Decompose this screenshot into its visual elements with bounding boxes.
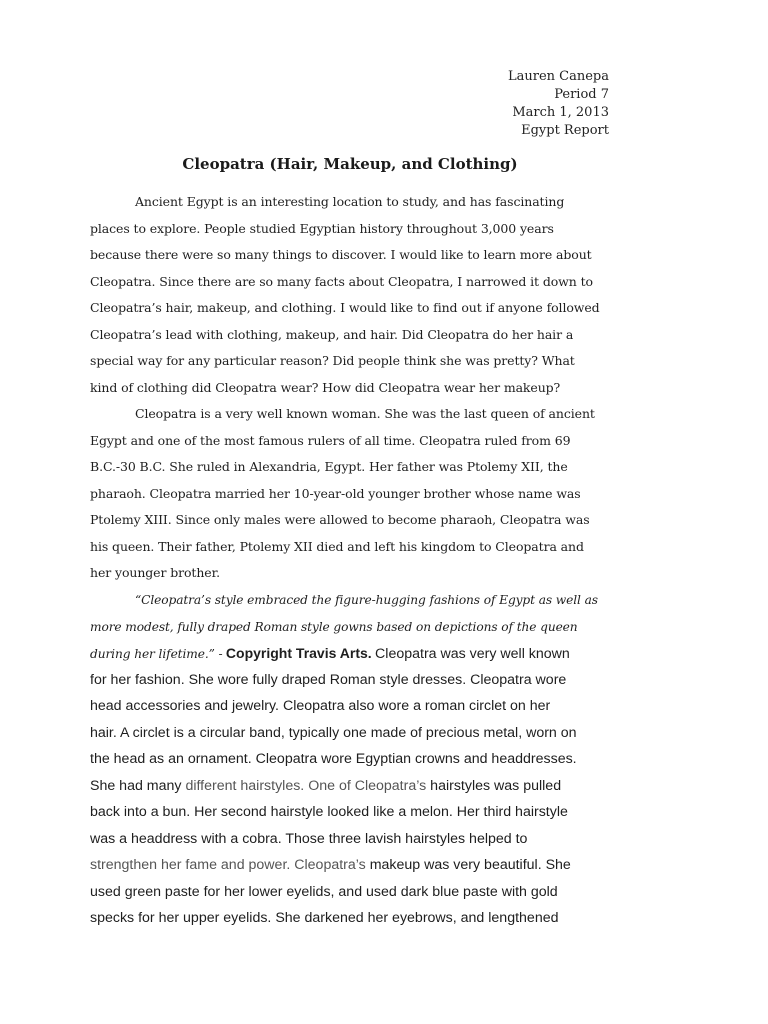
paragraph-line: Cleopatra is a very well known woman. She was the last queen of ancient (135, 406, 595, 421)
paragraph-line: special way for any particular reason? Did people think she was pretty? What (90, 353, 575, 368)
paragraph-line (90, 640, 622, 667)
quote-text: “Cleopatra’s style embraced the figure-hugging fashions of Egypt as well as (135, 593, 598, 607)
paragraph-line: was a headdress with a cobra. Those three lavish hairstyles helped to (90, 830, 528, 847)
paragraph-line: Cleopatra. Since there are so many facts about Cleopatra, I narrowed it down to (90, 273, 593, 289)
sentence-text: makeup was very beautiful. She (365, 857, 571, 873)
paragraph-line: Ancient Egypt is an interesting location to study, and has fascinating (135, 194, 565, 209)
paragraph-line: used green paste for her lower eyelids, and used dark blue paste with gold (90, 883, 558, 900)
paragraph-line (90, 773, 622, 800)
paragraph-background (90, 401, 622, 587)
paragraph-line: the head as an ornament. Cleopatra wore Egyptian crowns and headdresses. (90, 751, 577, 767)
paragraph-line: Cleopatra’s hair, makeup, and clothing. I would like to find out if anyone followed (90, 300, 600, 315)
sentence-text: Cleopatra was very well known (375, 646, 570, 662)
paragraph-style (90, 587, 622, 932)
paragraph-line (90, 852, 622, 879)
sentence-text-gray: strengthen her fame and power. Cleopatra’s (90, 857, 366, 873)
paragraph-line (90, 614, 622, 641)
report-date: March 1, 2013 (512, 105, 609, 120)
class-period: Period 7 (554, 87, 609, 102)
paragraph-line: pharaoh. Cleopatra married her 10-year-old younger brother whose name was (90, 485, 581, 501)
sentence-text: hairstyles was pulled (426, 777, 562, 794)
paragraph-line: back into a bun. Her second hairstyle looked like a melon. Her third hairstyle (90, 804, 568, 820)
paragraph-line: because there were so many things to discover. I would like to learn more about (90, 247, 592, 262)
paragraph-line: Ptolemy XIII. Since only males were allowed to become pharaoh, Cleopatra was (90, 512, 590, 527)
author-header (508, 68, 609, 140)
sentence-text-gray: different hairstyles. One of Cleopatra’s (185, 777, 427, 794)
paragraph-line: her younger brother. (90, 565, 220, 580)
paragraph-line: Cleopatra’s lead with clothing, makeup, and hair. Did Cleopatra do her hair a (90, 326, 574, 342)
paragraph-line: his queen. Their father, Ptolemy XII died and left his kingdom to Cleopatra and (90, 538, 584, 554)
paragraph-line: kind of clothing did Cleopatra wear? How did Cleopatra wear her makeup? (90, 379, 561, 395)
quote-text: more modest, fully draped Roman style gowns based on depictions of the queen (90, 619, 578, 634)
paragraph-line: hair. A circlet is a circular band, typically one made of precious metal, worn on (90, 724, 577, 741)
document-title: Cleopatra (Hair, Makeup, and Clothing) (182, 155, 518, 173)
paragraph-line: head accessories and jewelry. Cleopatra also wore a roman circlet on her (90, 698, 551, 714)
paragraph-line: B.C.-30 B.C. She ruled in Alexandria, Egypt. Her father was Ptolemy XII, the (90, 459, 568, 474)
paragraph-line: places to explore. People studied Egyptian history throughout 3,000 years (90, 220, 554, 236)
quote-text: during her lifetime.” - (90, 647, 223, 661)
paragraph-line (90, 587, 622, 614)
author-name: Lauren Canepa (507, 69, 609, 84)
sentence-text: She had many (90, 777, 186, 794)
report-subject: Egypt Report (521, 123, 609, 138)
paragraph-line: specks for her upper eyelids. She darkened her eyebrows, and lengthened (90, 910, 559, 926)
copyright-credit: Copyright Travis Arts. (225, 645, 372, 661)
paragraph-line: Egypt and one of the most famous rulers of all time. Cleopatra ruled from 69 (90, 432, 571, 448)
paragraph-line: for her fashion. She wore fully draped Roman style dresses. Cleopatra wore (90, 671, 567, 688)
paragraph-introduction (90, 189, 622, 401)
